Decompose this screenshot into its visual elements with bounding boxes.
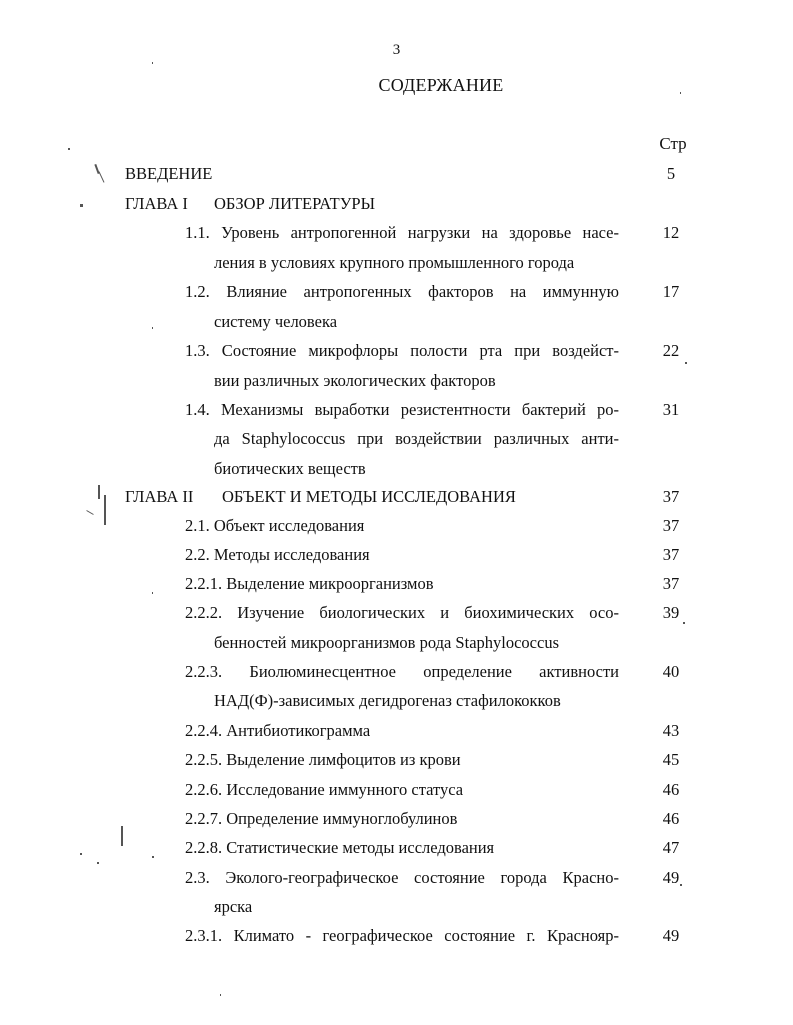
toc-1-4-line3: биотических веществ: [214, 459, 366, 478]
page-title: СОДЕРЖАНИЕ: [378, 75, 504, 95]
toc-2-2-7-page: 46: [662, 809, 680, 828]
toc-ch1-title: ОБЗОР ЛИТЕРАТУРЫ: [214, 194, 375, 213]
scan-mark: [152, 856, 154, 858]
toc-1-4-page: 31: [662, 400, 680, 419]
toc-1-2-line1: 1.2. Влияние антропогенных факторов на иммунную: [185, 282, 619, 301]
toc-intro-page: 5: [666, 164, 676, 183]
scan-mark: [80, 204, 83, 207]
scan-mark: [680, 884, 682, 886]
toc-1-4-line2: да Staphylococcus при воздействии различных анти-: [214, 429, 619, 448]
toc-2-2-1-label: 2.2.1. Выделение микроорганизмов: [185, 574, 434, 593]
toc-2-3-page: 49: [662, 868, 680, 887]
scan-mark: [99, 171, 105, 182]
toc-1-2-line2: систему человека: [214, 312, 338, 331]
toc-2-2-2-line2: бенностей микроорганизмов рода Staphylococcus: [214, 633, 559, 652]
toc-1-3-page: 22: [662, 341, 680, 360]
toc-2-2-4-label: 2.2.4. Антибиотикограмма: [185, 721, 371, 740]
scan-mark: [685, 362, 687, 364]
toc-2-2-3-line1: 2.2.3. Биолюминесцентное определение активности: [185, 662, 619, 681]
scan-mark: [152, 327, 153, 329]
toc-2-1-label: 2.1. Объект исследования: [185, 516, 365, 535]
scan-mark: [152, 62, 153, 64]
toc-intro-label: ВВЕДЕНИЕ: [125, 164, 213, 183]
toc-2-2-label: 2.2. Методы исследования: [185, 545, 370, 564]
toc-1-1-line2: ления в условиях крупного промышленного города: [214, 253, 575, 272]
scan-mark: [104, 495, 106, 525]
scan-mark: [683, 622, 685, 624]
toc-2-2-1-page: 37: [662, 574, 680, 593]
page-column-header: Стр: [659, 134, 687, 153]
scan-mark: [86, 510, 93, 515]
scan-mark: [97, 862, 99, 864]
toc-2-1-page: 37: [662, 516, 680, 535]
toc-2-3-1-line1: 2.3.1. Климато - географическое состояние г. Краснояр-: [185, 926, 619, 945]
scan-mark: [80, 853, 82, 855]
toc-2-2-8-label: 2.2.8. Статистические методы исследования: [185, 838, 495, 857]
toc-2-2-7-label: 2.2.7. Определение иммуноглобулинов: [185, 809, 458, 828]
toc-ch2-title: ОБЪЕКТ И МЕТОДЫ ИССЛЕДОВАНИЯ: [222, 487, 516, 506]
toc-1-1-page: 12: [662, 223, 680, 242]
toc-2-2-5-page: 45: [662, 750, 680, 769]
toc-ch2-number: ГЛАВА II: [125, 487, 194, 506]
toc-2-2-3-page: 40: [662, 662, 680, 681]
toc-2-2-2-page: 39: [662, 603, 680, 622]
toc-1-1-line1: 1.1. Уровень антропогенной нагрузки на здоровье насе-: [185, 223, 619, 242]
toc-2-2-4-page: 43: [662, 721, 680, 740]
scan-mark: [98, 485, 100, 499]
toc-2-3-line1: 2.3. Эколого-географическое состояние города Красно-: [185, 868, 619, 887]
scan-mark: [680, 92, 681, 94]
toc-2-3-line2: ярска: [214, 897, 253, 916]
scan-mark: [220, 994, 221, 996]
page-number: 3: [392, 42, 401, 58]
toc-2-2-5-label: 2.2.5. Выделение лимфоцитов из крови: [185, 750, 461, 769]
toc-2-2-6-label: 2.2.6. Исследование иммунного статуса: [185, 780, 464, 799]
toc-1-2-page: 17: [662, 282, 680, 301]
toc-1-3-line1: 1.3. Состояние микрофлоры полости рта при воздейст-: [185, 341, 619, 360]
toc-1-4-line1: 1.4. Механизмы выработки резистентности бактерий ро-: [185, 400, 619, 419]
toc-2-3-1-page: 49: [662, 926, 680, 945]
toc-2-2-page: 37: [662, 545, 680, 564]
scan-mark: [152, 592, 153, 594]
toc-2-2-8-page: 47: [662, 838, 680, 857]
toc-ch2-page: 37: [662, 487, 680, 506]
scan-mark: [68, 148, 70, 150]
toc-ch1-number: ГЛАВА I: [125, 194, 188, 213]
toc-2-2-2-line1: 2.2.2. Изучение биологических и биохимических осо-: [185, 603, 619, 622]
toc-2-2-6-page: 46: [662, 780, 680, 799]
scan-mark: [121, 826, 123, 846]
toc-2-2-3-line2: НАД(Ф)-зависимых дегидрогеназ стафилококков: [214, 691, 561, 710]
toc-1-3-line2: вии различных экологических факторов: [214, 371, 496, 390]
